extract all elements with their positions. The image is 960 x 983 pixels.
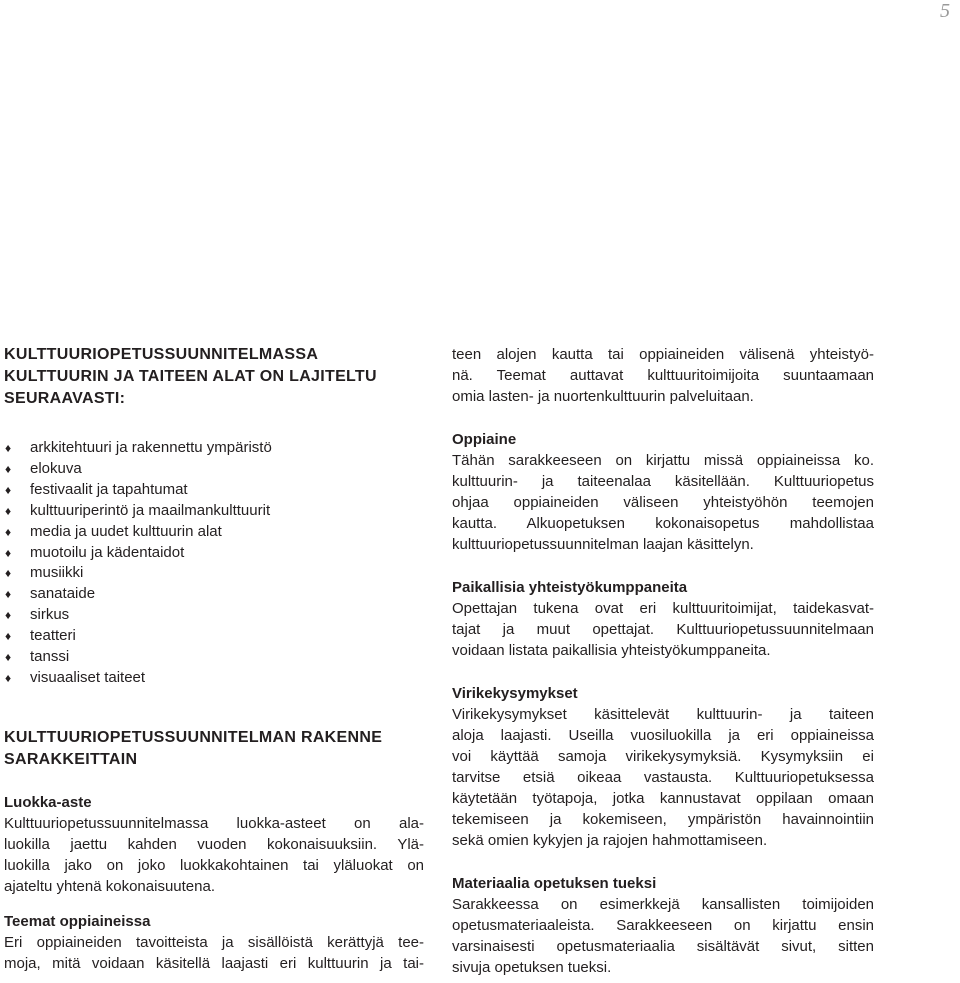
structure-heading-line: KULTTUURIOPETUSSUUNNITELMAN RAKENNE <box>4 728 383 746</box>
list-item: ♦ festivaalit ja tapahtumat <box>4 480 424 501</box>
diamond-bullet-icon: ♦ <box>5 587 12 602</box>
oppiaine-title: Oppiaine <box>452 431 517 448</box>
list-item: ♦ teatteri <box>4 626 424 647</box>
culture-fields-list <box>4 438 424 689</box>
list-item: ♦ kulttuuriperintö ja maailmankulttuurit <box>4 501 424 522</box>
diamond-bullet-icon: ♦ <box>5 545 12 560</box>
main-heading-line: SEURAAVASTI: <box>4 390 126 407</box>
diamond-bullet-icon: ♦ <box>5 608 12 623</box>
virikekysymykset-title: Virikekysymykset <box>452 685 578 702</box>
virikekysymykset-section <box>452 683 874 851</box>
diamond-bullet-icon: ♦ <box>5 650 12 665</box>
diamond-bullet-icon: ♦ <box>5 629 12 644</box>
diamond-bullet-icon: ♦ <box>5 566 12 581</box>
list-item: ♦ media ja uudet kulttuurin alat <box>4 522 424 543</box>
page-number: 5 <box>940 0 950 22</box>
diamond-bullet-icon: ♦ <box>5 524 12 539</box>
list-item: ♦ elokuva <box>4 459 424 480</box>
diamond-bullet-icon: ♦ <box>5 482 12 497</box>
list-item: ♦ sirkus <box>4 605 424 626</box>
materiaalia-text: Sarakkeessa on esimerkkejä kansallisten toimijoiden opetusmateriaaleista. Sarakkeeseen on kirjattu ensin varsinaisesti opetusmateriaalia sisältävät sivut, sitten sivuja opetuksen tueksi. <box>452 896 874 976</box>
diamond-bullet-icon: ♦ <box>5 461 12 476</box>
diamond-bullet-icon: ♦ <box>5 441 12 455</box>
teemat-title: Teemat oppiaineissa <box>4 912 151 930</box>
paikalliset-text: Opettajan tukena ovat eri kulttuuritoimijat, taidekasvat- tajat ja muut opettajat. Kulttuuriopetussuunnitelmaan voidaan listata paikallisia yhteistyökumppaneita. <box>452 600 874 659</box>
virikekysymykset-text: Virikekysymykset käsittelevät kulttuurin- ja taiteen aloja laajasti. Useilla vuosiluokilla ja eri oppiaineissa voi käyttää samoja virikekysymyksiä. Kysymyksiin ei tarvitse etsiä oikeaa vastausta. Kulttuuriopetuksessa käytetään työtapoja, jotka kannustavat oppilaan omaan tekemiseen ja kokemiseen, ympäristön havainnointiin sekä omien kykyjen ja rajojen hahmottamiseen. <box>452 706 874 849</box>
list-item: ♦ arkkitehtuuri ja rakennettu ympäristö <box>4 438 424 459</box>
main-heading <box>4 344 424 410</box>
diamond-bullet-icon: ♦ <box>5 503 12 518</box>
teemat-text: Eri oppiaineiden tavoitteista ja sisällöistä kerättyjä tee- moja, mitä voidaan käsitellä laajasti eri kulttuurin ja tai- <box>4 933 424 972</box>
paikalliset-section <box>452 577 874 661</box>
luokka-aste-text: Kulttuuriopetussuunnitelmassa luokka-asteet on ala- luokilla jaettu kahden vuoden kokonaisuuksiin. Ylä- luokilla jako on joko luokkakohtainen tai yläluokat on ajateltu yhtenä kokonaisuutena. <box>4 814 424 895</box>
list-item: ♦ tanssi <box>4 647 424 668</box>
list-item: ♦ muotoilu ja kädentaidot <box>4 543 424 564</box>
diamond-bullet-icon: ♦ <box>5 670 12 685</box>
materiaalia-title: Materiaalia opetuksen tueksi <box>452 875 657 892</box>
right-column <box>452 344 874 978</box>
luokka-aste-title: Luokka-aste <box>4 793 92 811</box>
main-heading-line: KULTTUURIOPETUSSUUNNITELMASSA <box>4 346 319 363</box>
list-item: ♦ sanataide <box>4 584 424 605</box>
teemat-continuation-text: teen alojen kautta tai oppiaineiden välisenä yhteistyö- nä. Teemat auttavat kulttuuritoimijoita suuntaamaan omia lasten- ja nuortenkulttuurin palveluitaan. <box>452 346 874 405</box>
main-heading-line: KULTTUURIN JA TAITEEN ALAT ON LAJITELTU <box>4 368 377 385</box>
list-item: ♦ musiikki <box>4 563 424 584</box>
teemat-section <box>4 911 424 974</box>
oppiaine-text: Tähän sarakkeeseen on kirjattu missä oppiaineissa ko. kulttuurin- ja taiteenalaa käsitellään. Kulttuuriopetus ohjaa oppiaineiden väliseen yhteistyöhön teemojen kautta. Alkuopetuksen kokonaisopetus mahdollistaa kulttuuriopetussuunnitelman laajan käsittelyn. <box>452 452 874 553</box>
structure-heading-line: SARAKKEITTAIN <box>4 750 138 768</box>
left-column <box>4 344 424 974</box>
paikalliset-title: Paikallisia yhteistyökumppaneita <box>452 579 688 596</box>
materiaalia-section <box>452 873 874 978</box>
luokka-aste-section <box>4 792 424 897</box>
list-item: ♦ visuaaliset taiteet <box>4 668 424 689</box>
structure-heading <box>4 727 424 771</box>
oppiaine-section <box>452 429 874 555</box>
